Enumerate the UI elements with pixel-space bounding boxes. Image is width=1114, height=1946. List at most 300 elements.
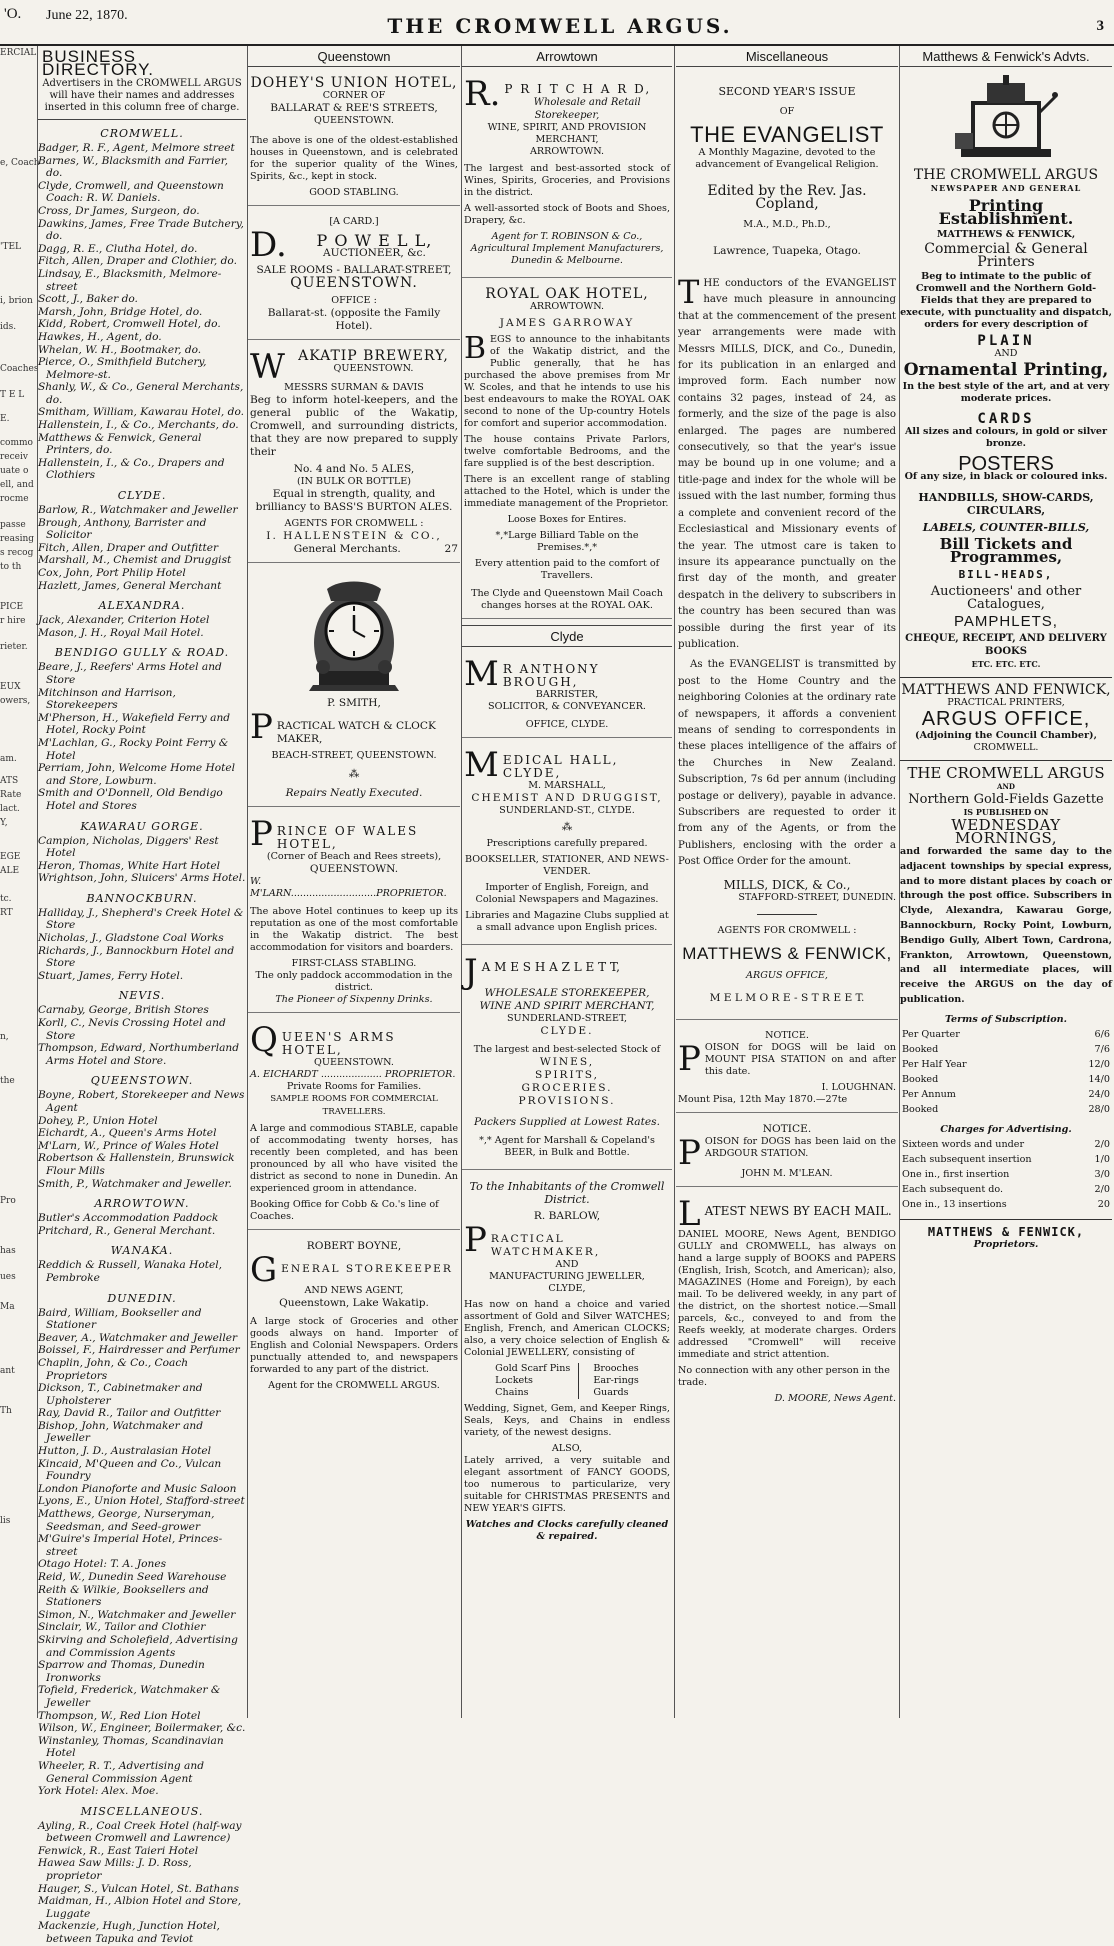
ad-line: I. HALLENSTEIN & CO., xyxy=(266,530,442,542)
charge-value: 2/0 xyxy=(1094,1183,1110,1195)
ad-line: Packers Supplied at Lowest Rates. xyxy=(474,1116,660,1128)
ad-line: Watches and Clocks carefully cleaned & repaired. xyxy=(465,1519,669,1542)
ad-line: STAFFORD-STREET, DUNEDIN. xyxy=(738,891,896,903)
margin-fragment: E. xyxy=(0,414,10,424)
directory-entry: Perriam, John, Welcome Home Hotel and Store, Lowburn. xyxy=(38,762,236,787)
ad-line: A. EICHARDT .................... PROPRIETOR. xyxy=(250,1069,456,1080)
margin-fragment: r hire xyxy=(0,616,26,626)
list-item: Chains xyxy=(495,1387,529,1398)
ad-line: CHEQUE, RECEIPT, AND DELIVERY BOOKS xyxy=(905,633,1107,657)
drop-initial: J xyxy=(464,952,478,992)
rates-heading: Terms of Subscription. xyxy=(944,1013,1067,1025)
evangelist-ad xyxy=(676,73,898,1020)
notice-label: NOTICE. xyxy=(765,1029,809,1041)
ad-line: MESSRS SURMAN & DAVIS xyxy=(284,382,424,393)
ad-line: The only paddock accommodation in the district. xyxy=(255,970,453,993)
ad-body: OISON for DOGS will be laid on MOUNT PISA STATION on and after this date. xyxy=(704,1041,896,1077)
directory-entry: M'Pherson, H., Wakefield Ferry and Hotel, Rocky Point xyxy=(38,711,231,737)
directory-entry: Beaver, A., Watchmaker and Jeweller xyxy=(38,1331,238,1344)
ad-line: CORNER OF xyxy=(322,90,386,101)
column-heading: Matthews & Fenwick's Advts. xyxy=(900,46,1112,67)
ad-line: Equal in strength, quality, and brilliancy to BASS'S BURTON ALES. xyxy=(255,488,453,513)
margin-fragment: lact. xyxy=(0,804,20,814)
charge-value: 20 xyxy=(1097,1198,1110,1210)
term-label: Booked xyxy=(902,1103,939,1115)
mantel-clock-icon xyxy=(299,579,409,691)
directory-entry: York Hotel: Alex. Moe. xyxy=(38,1785,159,1798)
charge-label: Each subsequent do. xyxy=(902,1183,1004,1195)
latest-news-ad xyxy=(676,1193,898,1411)
ad-line: PLAIN xyxy=(977,333,1035,349)
ad-line: BARRISTER, xyxy=(535,689,599,700)
drop-initial: T xyxy=(678,273,700,311)
directory-title: BUSINESS DIRECTORY. xyxy=(42,47,155,79)
ad-line: Prescriptions carefully prepared. xyxy=(486,838,648,849)
ad-title: DOHEY'S UNION HOTEL, xyxy=(250,75,458,91)
directory-entry: Cox, John, Port Philip Hotel xyxy=(38,567,186,579)
directory-entry: Wilson, W., Engineer, Boilermaker, &c. xyxy=(38,1722,246,1735)
ad-line: Queenstown, Lake Wakatip. xyxy=(279,1297,429,1309)
left-margin-fragments xyxy=(0,46,40,1716)
ad-line: ARROWTOWN. xyxy=(529,301,605,312)
directory-entry: Scott, J., Baker do. xyxy=(38,293,138,306)
margin-fragment: 'TEL xyxy=(0,242,22,252)
ad-body: A large and commodious STABLE, capable of accommodating twenty horses, has recently been completed, and has been pronounced by all who have visited the district as second to none in Dunedin. An experienced groom in attendance. xyxy=(250,1123,458,1194)
term-label: Booked xyxy=(902,1043,939,1055)
paper-title: THE CROMWELL ARGUS xyxy=(907,764,1105,782)
ad-line: MANUFACTURING JEWELLER, xyxy=(489,1271,645,1282)
margin-fragment: T E L xyxy=(0,390,25,400)
margin-fragment: ant xyxy=(0,1366,15,1376)
charge-label: One in., 13 insertions xyxy=(902,1198,1007,1210)
margin-fragment: Ma xyxy=(0,1302,15,1312)
directory-town-heading: WANAKA. xyxy=(110,1244,174,1258)
drop-initial: M xyxy=(464,654,499,694)
directory-entry: Bishop, John, Watchmaker and Jeweller xyxy=(38,1419,204,1445)
ad-line: CHEMIST AND DRUGGIST, xyxy=(471,792,663,804)
ad-line: Commercial & General Printers xyxy=(924,241,1088,270)
column-heading: Miscellaneous xyxy=(676,46,898,67)
ad-line: OFFICE, CLYDE. xyxy=(525,719,609,730)
directory-entry: Eichardt, A., Queen's Arms Hotel xyxy=(38,1127,217,1140)
charge-label: Each subsequent insertion xyxy=(902,1153,1032,1165)
ad-line: I. LOUGHNAN. xyxy=(821,1081,896,1093)
directory-entry: Fitch, Allen, Draper and Outfitter xyxy=(38,541,219,554)
ad-body: The above Hotel continues to keep up its reputation as one of the most comfortable in the Wakatip district. The best accommodation for visitors and boarders. xyxy=(250,906,458,953)
term-value: 7/6 xyxy=(1094,1043,1110,1055)
margin-fragment: ERCIAL xyxy=(0,48,37,58)
ad-line: Northern Gold-Fields Gazette xyxy=(908,792,1104,807)
directory-entry: Badger, R. F., Agent, Melmore street xyxy=(38,142,235,154)
margin-fragment: Coaches xyxy=(0,364,39,374)
margin-fragment: to th xyxy=(0,562,22,572)
charge-value: 3/0 xyxy=(1094,1168,1110,1180)
ad-line: WINE AND SPIRIT MERCHANT, xyxy=(479,1000,655,1012)
ad-body: *,* Agent for Marshall & Copeland's BEER, in Bulk and Bottle. xyxy=(479,1135,655,1158)
directory-entry: Campion, Nicholas, Diggers' Rest Hotel xyxy=(38,834,219,860)
directory-entry: Korll, C., Nevis Crossing Hotel and Store xyxy=(38,1017,226,1042)
drop-initial: D. xyxy=(250,225,287,265)
ad-body: No connection with any other person in the trade. xyxy=(678,1364,890,1388)
directory-town-heading: NEVIS. xyxy=(118,989,166,1003)
ad-body: Beg to inform hotel-keepers, and the general public of the Wakatip, Cromwell, and surrounding districts, that they are now prepared to supply their xyxy=(250,394,458,458)
ad-footer: GOOD STABLING. xyxy=(309,187,399,198)
directory-entry: Hallenstein, I., & Co., Merchants, do. xyxy=(38,419,239,432)
ad-body: Beg to intimate to the public of Cromwell and the Northern Gold-Fields that they are prepared to execute, with punctuality and dispatch, orders for every description of xyxy=(900,271,1112,330)
ad-line: SOLICITOR, & CONVEYANCER. xyxy=(488,701,646,712)
table-row xyxy=(902,1138,1110,1151)
list-item: Guards xyxy=(593,1387,629,1398)
page-header xyxy=(0,0,1114,46)
ad-line: WINE, SPIRIT, AND PROVISION MERCHANT, xyxy=(487,122,647,145)
directory-entry: Clyde, Cromwell, and Queenstown Coach: R. W. Daniels. xyxy=(38,179,224,205)
directory-entry: Mason, J. H., Royal Mail Hotel. xyxy=(38,626,204,639)
margin-fragment: ATS xyxy=(0,776,19,786)
dohey-hotel-ad xyxy=(248,73,460,206)
ad-title: THE EVANGELIST xyxy=(690,122,884,147)
ad-tagline: Repairs Neatly Executed. xyxy=(285,787,423,799)
directory-entry: Sparrow and Thomas, Dunedin Ironworks xyxy=(38,1659,205,1684)
margin-fragment: ids. xyxy=(0,322,17,332)
directory-entry: Matthews & Fenwick, General Printers, do. xyxy=(38,431,202,457)
ad-line: SUNDERLAND-ST., CLYDE. xyxy=(499,805,635,816)
directory-town-heading: ARROWTOWN. xyxy=(94,1197,190,1211)
directory-entry: Nicholas, J., Gladstone Coal Works xyxy=(38,932,224,945)
ad-line: JOHN M. M'LEAN. xyxy=(741,1167,833,1179)
ad-line: BILL-HEADS, xyxy=(958,568,1054,581)
ad-body: DANIEL MOORE, News Agent, BENDIGO GULLY and CROMWELL, has always on hand a large supply of BOOKS and PAPERS (English, Irish, Scotch, and American); also, MAGAZINES (Home and Foreign), by each mail. To be delivered weekly, in any part of the district, on the shortest notice.—Small parcels, &c., conveyed to and from the Reefs weekly, at moderate charges. Orders addressed "Cromwell" will receive immediate and strict attention. xyxy=(678,1228,896,1360)
directory-entry: Tofield, Frederick, Watchmaker & Jeweller xyxy=(38,1684,221,1709)
directory-entry: Kidd, Robert, Cromwell Hotel, do. xyxy=(38,318,221,331)
ad-line: *,*Large Billiard Table on the Premises.*,* xyxy=(495,530,639,553)
barlow-watchmaker-ad xyxy=(462,1176,672,1549)
brough-solicitor-ad xyxy=(462,653,672,738)
directory-entry: Skirving and Scholefield, Advertising and Commission Agents xyxy=(38,1633,238,1659)
poison-notice-ardgour xyxy=(676,1119,898,1187)
term-value: 12/0 xyxy=(1088,1058,1110,1070)
ad-line: OF xyxy=(779,106,795,117)
margin-fragment: rocme xyxy=(0,494,29,504)
ad-line: AUCTIONEER, &c. xyxy=(323,247,426,259)
ad-line: SECOND YEAR'S ISSUE xyxy=(718,85,856,98)
ad-line: MATTHEWS & FENWICK, xyxy=(936,229,1076,240)
term-label: Per Half Year xyxy=(902,1058,967,1070)
term-value: 14/0 xyxy=(1088,1073,1110,1085)
ad-line: All sizes and colours, in gold or silver bronze. xyxy=(904,426,1108,449)
ad-line: D. MOORE, News Agent. xyxy=(774,1392,896,1404)
margin-fragment: RT xyxy=(0,908,13,918)
ad-line: BOOKSELLER, STATIONER, AND NEWS-VENDER. xyxy=(465,854,669,877)
directory-entry: Chaplin, John, & Co., Coach Proprietors xyxy=(38,1356,189,1382)
ad-line: QUEENSTOWN. xyxy=(290,275,418,291)
table-row xyxy=(902,1073,1110,1086)
list-item: Brooches xyxy=(593,1363,639,1374)
ad-title: AKATIP BREWERY, xyxy=(298,348,449,364)
charge-label: One in., first insertion xyxy=(902,1168,1010,1180)
directory-entry: Ayling, R., Coal Creek Hotel (half-way between Cromwell and Lawrence) xyxy=(38,1819,242,1845)
directory-town-heading: DUNEDIN. xyxy=(107,1291,177,1305)
ad-line: W. M'LARN............................PROPRIETOR. xyxy=(250,876,447,899)
directory-town-heading: QUEENSTOWN. xyxy=(90,1074,194,1088)
arrowtown-column xyxy=(462,46,672,1714)
directory-entry: Pritchard, R., General Merchant. xyxy=(38,1224,216,1237)
table-row xyxy=(902,1168,1110,1181)
margin-fragment: passe xyxy=(0,520,26,530)
ad-line: (Adjoining the Council Chamber), xyxy=(915,730,1097,741)
margin-fragment: EGE xyxy=(0,852,21,862)
ad-line: Wholesale and Retail Storekeeper, xyxy=(533,97,641,121)
directory-intro: Advertisers in the CROMWELL ARGUS will have their names and addresses inserted in this column free of charge. xyxy=(38,78,246,120)
ad-line: POSTERS xyxy=(958,453,1054,475)
ad-body: Libraries and Magazine Clubs supplied at a small advance upon English prices. xyxy=(465,910,669,933)
ad-line: Private Rooms for Families. xyxy=(286,1081,422,1092)
ad-body: Importer of English, Foreign, and Colonial Newspapers and Magazines. xyxy=(475,882,659,905)
ad-body: Lately arrived, a very suitable and elegant assortment of FANCY GOODS, too numerous to particularize, very suitable for CHRISTMAS PRESENTS and NEW YEAR'S GIFTS. xyxy=(464,1455,670,1514)
directory-entry: Whelan, W. H., Bootmaker, do. xyxy=(38,343,202,356)
royal-oak-hotel-ad xyxy=(462,284,672,619)
directory-town-heading: ALEXANDRA. xyxy=(98,599,186,613)
advertising-charges-table xyxy=(900,1136,1112,1213)
ad-line: ETC. ETC. ETC. xyxy=(971,659,1041,669)
directory-entry: Simon, N., Watchmaker and Jeweller xyxy=(38,1608,236,1621)
column-rule xyxy=(674,46,675,1718)
goods-item: SPIRITS, xyxy=(534,1069,600,1081)
paper-title: THE CROMWELL ARGUS xyxy=(913,167,1099,183)
column-heading: Arrowtown xyxy=(462,46,672,67)
ad-line: BALLARAT & REE'S STREETS, xyxy=(270,102,438,114)
queens-arms-hotel-ad xyxy=(248,1019,460,1230)
medical-hall-ad: M EDICAL HALL, CLYDE, M. MARSHALL, CHEMIST AND DRUGGIST, SUNDERLAND-ST., CLYDE. ⁂ Prescriptions carefully prepared. BOOKSELLER, STATIONER, AND NEWS-VENDER. Importer of English, Foreign, and Colonial Newspapers and Magazines. Libraries and Magazine Clubs supplied at a small advance upon English prices. xyxy=(462,744,672,945)
matthews-fenwick-column xyxy=(900,46,1112,1714)
directory-entry: Butler's Accommodation Paddock xyxy=(38,1212,219,1225)
ad-body: Agent for T. ROBINSON & Co., Agricultural Implement Manufacturers, Dunedin & Melbourne. xyxy=(470,231,664,266)
directory-entry: Heron, Thomas, White Hart Hotel xyxy=(38,859,221,872)
drop-initial: P xyxy=(250,707,273,747)
ad-line: MILLS, DICK, & Co., xyxy=(723,877,851,892)
directory-entry: Smith, P., Watchmaker and Jeweller. xyxy=(38,1177,232,1190)
directory-entry: Fitch, Allen, Draper and Clothier, do. xyxy=(38,255,237,268)
notice-label: NOTICE. xyxy=(762,1122,812,1135)
ad-line: AGENTS FOR CROMWELL : xyxy=(284,518,424,529)
ad-line: PAMPHLETS, xyxy=(954,613,1058,630)
directory-entry: Halliday, J., Shepherd's Creek Hotel & Store xyxy=(38,906,244,932)
directory-town-heading: CROMWELL. xyxy=(100,127,184,140)
hazlett-merchant-ad xyxy=(462,951,672,1170)
ad-body: There is an excellent range of stabling attached to the Hotel, which is under the immediate management of the Proprietor. xyxy=(464,474,670,509)
directory-entry: Lindsay, E., Blacksmith, Melmore-street xyxy=(38,267,222,293)
ad-arc-heading: To the Inhabitants of the Cromwell District. xyxy=(469,1180,665,1206)
term-value: 6/6 xyxy=(1094,1028,1110,1040)
ad-title: R ANTHONY BROUGH, xyxy=(502,662,600,689)
margin-fragment: ell, and xyxy=(0,480,34,490)
margin-fragment: i, brion xyxy=(0,296,33,306)
ad-title: ATEST NEWS BY EACH MAIL. xyxy=(704,1203,892,1218)
margin-fragment: commo xyxy=(0,438,33,448)
ad-body: EGS to announce to the inhabitants of the Wakatip district, and the Public generally, that he has purchased the above premises from Mr W. Scoles, and that he intends to use his best endeavours to make the ROYAL OAK second to none of the Up-country Hotels for comfort and superior accommodation. xyxy=(464,334,670,429)
directory-entry: Winstanley, Thomas, Scandinavian Hotel xyxy=(38,1734,224,1760)
directory-entry: Sinclair, W., Tailor and Clothier xyxy=(38,1621,206,1634)
ad-line: CLYDE. xyxy=(540,1025,594,1037)
table-row xyxy=(902,1043,1110,1056)
ad-line: MATTHEWS AND FENWICK, xyxy=(901,682,1111,698)
ad-line: AGENTS FOR CROMWELL : xyxy=(717,924,857,936)
page-number: 3 xyxy=(1096,18,1104,34)
directory-entry: Hauger, S., Vulcan Hotel, St. Bathans xyxy=(38,1882,239,1895)
directory-entry: Stuart, James, Ferry Hotel. xyxy=(38,969,184,982)
directory-entry: Hawkes, H., Agent, do. xyxy=(38,330,162,343)
table-row xyxy=(902,1183,1110,1196)
ad-title: P. SMITH, xyxy=(327,697,381,709)
margin-fragment: am. xyxy=(0,754,17,764)
margin-fragment: Pro xyxy=(0,1196,16,1206)
ad-line: WEDNESDAY MORNINGS, xyxy=(951,816,1061,847)
ad-line: Auctioneers' and other Catalogues, xyxy=(930,584,1082,612)
smith-watchmaker-ad: P. SMITH, P RACTICAL WATCH & CLOCK MAKER, BEACH-STREET, QUEENSTOWN. ⁂ Repairs Neatly Executed. xyxy=(248,569,460,807)
ad-line: Proprietors. xyxy=(973,1238,1039,1250)
ad-line: RACTICAL WATCH & CLOCK MAKER, xyxy=(276,720,436,745)
ad-line: LABELS, COUNTER-BILLS, xyxy=(922,521,1090,534)
miscellaneous-column xyxy=(676,46,898,1714)
ad-line: WHOLESALE STOREKEEPER, xyxy=(484,987,650,999)
table-row xyxy=(902,1028,1110,1041)
directory-entry: Otago Hotel: T. A. Jones xyxy=(38,1558,167,1571)
directory-entry: Shanly, W., & Co., General Merchants, do. xyxy=(38,381,244,406)
margin-fragment: Rate xyxy=(0,790,22,800)
table-row xyxy=(902,1058,1110,1071)
directory-entry: Thompson, W., Red Lion Hotel xyxy=(38,1709,201,1722)
term-label: Per Quarter xyxy=(902,1028,960,1040)
drop-initial: B xyxy=(464,331,487,366)
directory-entry: Pierce, O., Smithfield Butchery, Melmore-st. xyxy=(38,356,207,381)
masthead-title: THE CROMWELL ARGUS. xyxy=(387,14,733,38)
directory-entry: Reith & Wilkie, Booksellers and Stationers xyxy=(38,1583,209,1609)
ad-title: P R I T C H A R D, xyxy=(504,82,652,96)
margin-fragment: the xyxy=(0,1076,15,1086)
directory-entry: Hallenstein, I., & Co., Drapers and Clothiers xyxy=(38,456,225,482)
directory-entry: Hazlett, James, General Merchant xyxy=(38,579,222,592)
term-value: 24/0 xyxy=(1088,1088,1110,1100)
ad-line: ARGUS OFFICE, xyxy=(746,969,828,981)
ad-body: A well-assorted stock of Boots and Shoes, Drapery, &c. xyxy=(464,203,670,226)
table-row xyxy=(902,1198,1110,1211)
ad-line: CARDS xyxy=(977,411,1035,427)
poison-notice-pisa xyxy=(676,1026,898,1113)
ad-line: The Clyde and Queenstown Mail Coach changes horses at the ROYAL OAK. xyxy=(471,588,663,611)
directory-entry: Kincaid, M'Queen and Co., Vulcan Foundry xyxy=(38,1457,222,1483)
ad-line: SUNDERLAND-STREET, xyxy=(506,1013,627,1024)
ad-line: Ornamental Printing, xyxy=(903,360,1109,380)
directory-entry: Dohey, P., Union Hotel xyxy=(38,1114,158,1127)
powell-auctioneer-ad xyxy=(248,212,460,340)
drop-initial: L xyxy=(678,1193,701,1234)
directory-town-heading: BENDIGO GULLY & ROAD. xyxy=(54,646,230,660)
ad-title: ROYAL OAK HOTEL, xyxy=(485,286,649,302)
ad-line: ARGUS OFFICE, xyxy=(921,708,1091,730)
margin-fragment: lis xyxy=(0,1516,11,1526)
directory-entry: Dawkins, James, Free Trade Butchery, do. xyxy=(38,217,244,243)
margin-fragment: owers, xyxy=(0,696,31,706)
directory-entry: Maidman, H., Albion Hotel and Store, Luggate xyxy=(38,1895,242,1920)
table-row xyxy=(902,1103,1110,1116)
drop-initial: P xyxy=(678,1038,701,1079)
directory-entry: Matthews, George, Nurseryman, Seedsman, and Seed-grower xyxy=(38,1508,215,1533)
ad-line: General Merchants. xyxy=(293,543,401,555)
ad-line: SAMPLE ROOMS FOR COMMERCIAL TRAVELLERS. xyxy=(270,1094,438,1117)
ad-body: Wedding, Signet, Gem, and Keeper Rings, Seals, Keys, and Chains in endless variety, of the newest designs. xyxy=(464,1403,670,1438)
margin-fragment: Th xyxy=(0,1406,12,1416)
ad-line: RACTICAL WATCHMAKER, xyxy=(490,1233,601,1258)
margin-fragment: ALE xyxy=(0,866,20,876)
ad-body: and forwarded the same day to the adjacent townships by special express, and to more distant places by coach or through the post office. Subscribers in Clyde, Alexandra, Kawarau Gorge, Bannockburn, Rocky Point, Lowburn, Bendigo Gully, Albert Town, Cardrona, Frankton, Arrowtown, Queenstown, and all intermediate places, will receive the ARGUS on the day of publication. xyxy=(900,846,1112,1005)
queenstown-column xyxy=(248,46,460,1714)
margin-fragment: receiv xyxy=(0,452,28,462)
margin-fragment: EUX xyxy=(0,682,21,692)
ad-line: IS PUBLISHED ON xyxy=(963,807,1049,817)
ad-line: Lawrence, Tuapeka, Otago. xyxy=(713,245,861,257)
directory-entry: Barnes, W., Blacksmith and Farrier, do. xyxy=(38,154,229,180)
ad-line: OFFICE : xyxy=(331,295,377,306)
ad-line: AND xyxy=(994,348,1018,359)
ad-line: In the best style of the art, and at very moderate prices. xyxy=(902,381,1110,404)
ad-line: Booking Office for Cobb & Co.'s line of Coaches. xyxy=(250,1199,439,1222)
ad-line: Printing Establishment. xyxy=(938,196,1074,228)
ad-line: The Pioneer of Sixpenny Drinks. xyxy=(275,994,433,1005)
margin-fragment: Y, xyxy=(0,818,8,828)
ad-line: SALE ROOMS - BALLARAT-STREET, xyxy=(256,264,452,276)
directory-entry: Brough, Anthony, Barrister and Solicitor xyxy=(38,516,207,542)
directory-entry: Cross, Dr James, Surgeon, do. xyxy=(38,204,200,217)
directory-entry: M'Guire's Imperial Hotel, Princes-street xyxy=(38,1533,223,1558)
ad-line: M. MARSHALL, xyxy=(528,780,606,791)
term-label: Booked xyxy=(902,1073,939,1085)
directory-entry: Thompson, Edward, Northumberland Arms Hotel and Store. xyxy=(38,1042,240,1067)
directory-entry: Boyne, Robert, Storekeeper and News Agent xyxy=(38,1089,245,1114)
drop-initial: P xyxy=(250,814,273,854)
directory-entry: M'Larn, W., Prince of Wales Hotel xyxy=(38,1139,219,1152)
directory-town-heading: MISCELLANEOUS. xyxy=(80,1804,204,1818)
ad-line: (IN BULK OR BOTTLE) xyxy=(296,476,412,487)
charge-value: 2/0 xyxy=(1094,1138,1110,1150)
ad-line: The largest and best-selected Stock of xyxy=(473,1044,661,1055)
directory-entry: Marshall, M., Chemist and Druggist xyxy=(38,554,232,567)
ad-title: R. BARLOW, xyxy=(533,1210,601,1222)
ad-line: CROMWELL. xyxy=(973,742,1039,753)
jewellery-list xyxy=(464,1363,670,1399)
ad-line: M.A., M.D., Ph.D., xyxy=(743,219,831,230)
directory-entry: Fenwick, R., East Taieri Hotel xyxy=(38,1844,199,1857)
ad-line: ARROWTOWN. xyxy=(529,146,605,157)
drop-initial: P xyxy=(464,1220,487,1260)
ad-line: QUEENSTOWN. xyxy=(314,115,394,126)
margin-fragment: s recog xyxy=(0,548,34,558)
drop-initial: Q xyxy=(250,1020,278,1060)
margin-fragment: ues xyxy=(0,1272,16,1282)
goods-item: PROVISIONS. xyxy=(518,1095,616,1107)
directory-entry: Baird, William, Bookseller and Stationer xyxy=(38,1306,202,1332)
subscription-terms-table xyxy=(900,1026,1112,1118)
ad-line: Loose Boxes for Entires. xyxy=(507,514,627,525)
ad-line: Agent for the CROMWELL ARGUS. xyxy=(268,1380,440,1391)
directory-entry: Reddich & Russell, Wanaka Hotel, Pembroke xyxy=(38,1259,222,1284)
directory-entry: Jack, Alexander, Criterion Hotel xyxy=(38,614,210,627)
column-heading: Queenstown xyxy=(248,46,460,67)
ad-line: ENERAL STOREKEEPER xyxy=(281,1263,453,1275)
ad-line: Of any size, in black or coloured inks. xyxy=(904,471,1108,482)
ad-body: The above is one of the oldest-established houses in Queenstown, and is celebrated for the superior quality of the Wines, Spirits, &c., kept in stock. xyxy=(250,135,458,182)
margin-fragment: PICE xyxy=(0,602,24,612)
ad-line: BEACH-STREET, QUEENSTOWN. xyxy=(271,750,437,761)
charge-label: Sixteen words and under xyxy=(902,1138,1025,1150)
